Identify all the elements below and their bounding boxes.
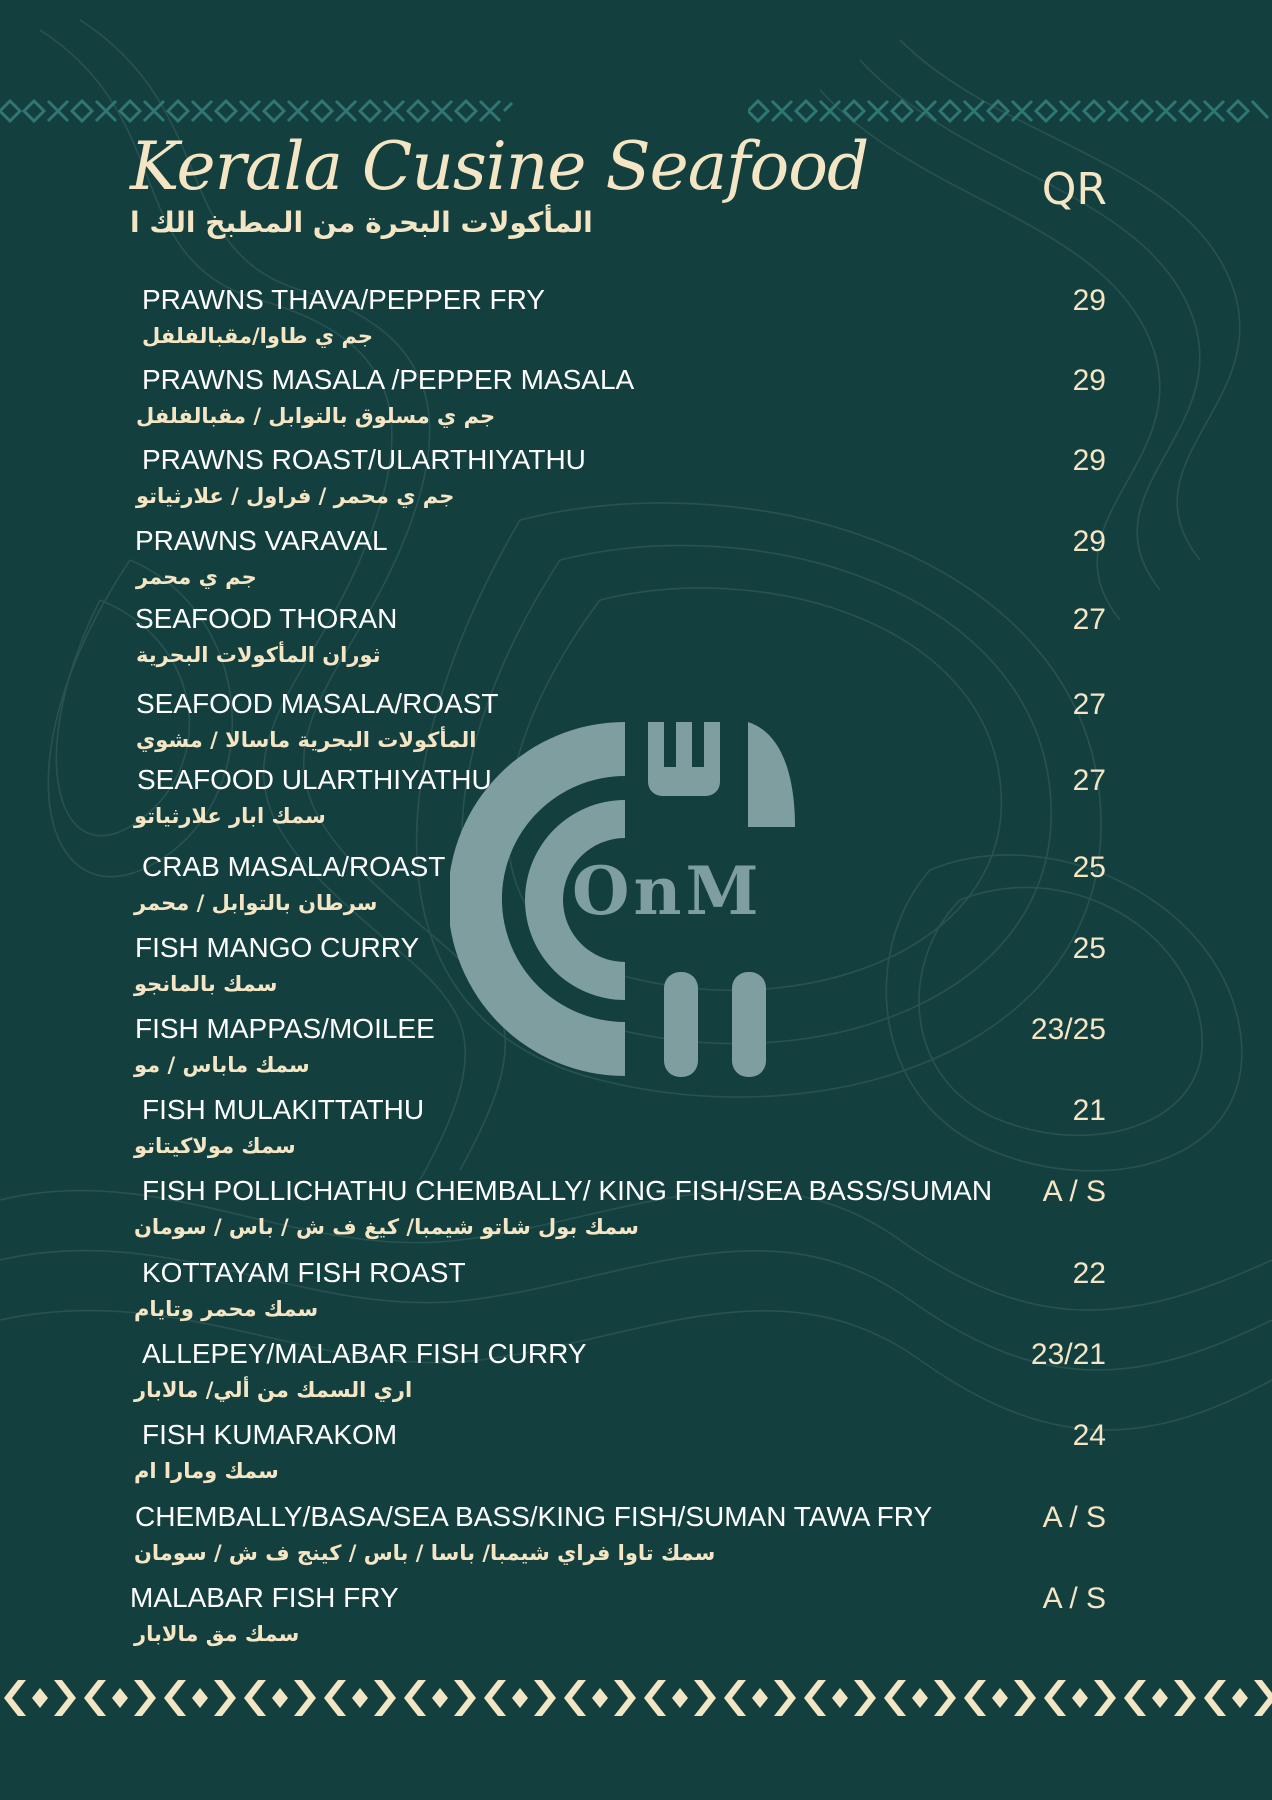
- menu-item: [0, 444, 1272, 524]
- menu-item: [0, 603, 1272, 683]
- menu-item-name-arabic: اري السمك من ألي/ مالابار: [134, 1378, 413, 1402]
- menu-item-name: KOTTAYAM FISH ROAST: [142, 1257, 466, 1288]
- menu-item: [0, 1338, 1272, 1418]
- menu-item: [0, 1419, 1272, 1499]
- menu-item-name: PRAWNS VARAVAL: [135, 525, 388, 556]
- menu-item-name: SEAFOOD ULARTHIYATHU: [137, 764, 492, 795]
- menu-item-name-arabic: سمك ابار علارثياتو: [134, 804, 326, 828]
- menu-item-name-arabic: جم ي طاوا/مقبالفلفل: [142, 324, 374, 348]
- menu-item-price: A / S: [1042, 1501, 1106, 1534]
- menu-item-name-arabic: ثوران المأكولات البحرية: [136, 643, 381, 667]
- menu-item: [0, 1501, 1272, 1581]
- menu-item-name-arabic: جم ي محمر / فراول / علارثياتو: [136, 484, 455, 508]
- currency-label: QR: [1041, 164, 1107, 215]
- menu-item-name-arabic: سمك محمر وتايام: [134, 1297, 319, 1321]
- menu-item-name-arabic: سرطان بالتوابل / محمر: [134, 891, 378, 915]
- menu-item: [0, 764, 1272, 844]
- menu-item: [0, 525, 1272, 605]
- menu-title: Kerala Cusine Seafood: [130, 128, 869, 205]
- menu-item: [0, 688, 1272, 768]
- menu-item-price: A / S: [1042, 1175, 1106, 1208]
- menu-item-name-arabic: سمك تاوا فراي شيمبا/ باسا / باس / كينج ف ش / سومان: [134, 1541, 716, 1565]
- menu-item-price: 22: [1072, 1257, 1106, 1290]
- menu-item-name-arabic: سمك ومارا ام: [134, 1459, 279, 1483]
- menu-item-price: 23/25: [1030, 1013, 1106, 1046]
- menu-item-price: 29: [1072, 364, 1106, 397]
- menu-item-price: 25: [1072, 932, 1106, 965]
- menu-item-name: CHEMBALLY/BASA/SEA BASS/KING FISH/SUMAN TAWA FRY: [135, 1501, 933, 1532]
- menu-item: [0, 284, 1272, 364]
- menu-item-name: FISH POLLICHATHU CHEMBALLY/ KING FISH/SEA BASS/SUMAN: [142, 1175, 993, 1206]
- menu-item-name: FISH MULAKITTATHU: [142, 1094, 425, 1125]
- menu-item-name: FISH MAPPAS/MOILEE: [135, 1013, 435, 1044]
- menu-item: [0, 851, 1272, 931]
- menu-item: [0, 1257, 1272, 1337]
- menu-item-name-arabic: سمك مولاكيتاتو: [134, 1134, 296, 1158]
- menu-item-name: FISH MANGO CURRY: [135, 932, 420, 963]
- menu-item-name-arabic: سمك ماباس / مو: [134, 1053, 310, 1077]
- menu-item-name-arabic: المأكولات البحرية ماسالا / مشوي: [136, 728, 477, 752]
- menu-item-price: 29: [1072, 444, 1106, 477]
- menu-item-name: SEAFOOD MASALA/ROAST: [136, 688, 499, 719]
- menu-item-name-arabic: سمك بالمانجو: [134, 972, 278, 996]
- menu-item-name: MALABAR FISH FRY: [130, 1582, 399, 1613]
- menu-item-name: PRAWNS THAVA/PEPPER FRY: [142, 284, 545, 315]
- menu-item-price: 27: [1072, 688, 1106, 721]
- menu-item-price: 23/21: [1030, 1338, 1106, 1371]
- menu-item-price: 29: [1072, 525, 1106, 558]
- menu-subtitle-arabic: المأكولات البحرة من المطبخ الك ا: [130, 206, 593, 239]
- menu-item-price: 29: [1072, 284, 1106, 317]
- menu-item-name: PRAWNS MASALA /PEPPER MASALA: [142, 364, 635, 395]
- menu-item-price: A / S: [1042, 1582, 1106, 1615]
- menu-item-name-arabic: سمك بول شاتو شيمبا/ كيغ ف ش / باس / سومان: [134, 1215, 639, 1239]
- bottom-border-pattern: [0, 1656, 1272, 1740]
- menu-item: [0, 1013, 1272, 1093]
- menu-item-name: CRAB MASALA/ROAST: [142, 851, 446, 882]
- menu-item-name: SEAFOOD THORAN: [135, 603, 398, 634]
- menu-item-price: 27: [1072, 764, 1106, 797]
- menu-item: [0, 1582, 1272, 1662]
- menu-item-name: FISH KUMARAKOM: [142, 1419, 398, 1450]
- menu-item-price: 24: [1072, 1419, 1106, 1452]
- menu-item: [0, 1175, 1272, 1255]
- menu-item: [0, 364, 1272, 444]
- menu-item-name: PRAWNS ROAST/ULARTHIYATHU: [142, 444, 586, 475]
- menu-item-name-arabic: سمك مق مالابار: [134, 1622, 300, 1646]
- watermark-text: OnM: [572, 852, 763, 930]
- menu-item-price: 21: [1072, 1094, 1106, 1127]
- menu-item-name-arabic: جم ي مسلوق بالتوابل / مقبالفلفل: [136, 404, 496, 428]
- menu-item-name-arabic: جم ي محمر: [136, 565, 257, 589]
- menu-item-price: 25: [1072, 851, 1106, 884]
- menu-item-name: ALLEPEY/MALABAR FISH CURRY: [142, 1338, 587, 1369]
- menu-item: [0, 932, 1272, 1012]
- menu-item: [0, 1094, 1272, 1174]
- menu-item-price: 27: [1072, 603, 1106, 636]
